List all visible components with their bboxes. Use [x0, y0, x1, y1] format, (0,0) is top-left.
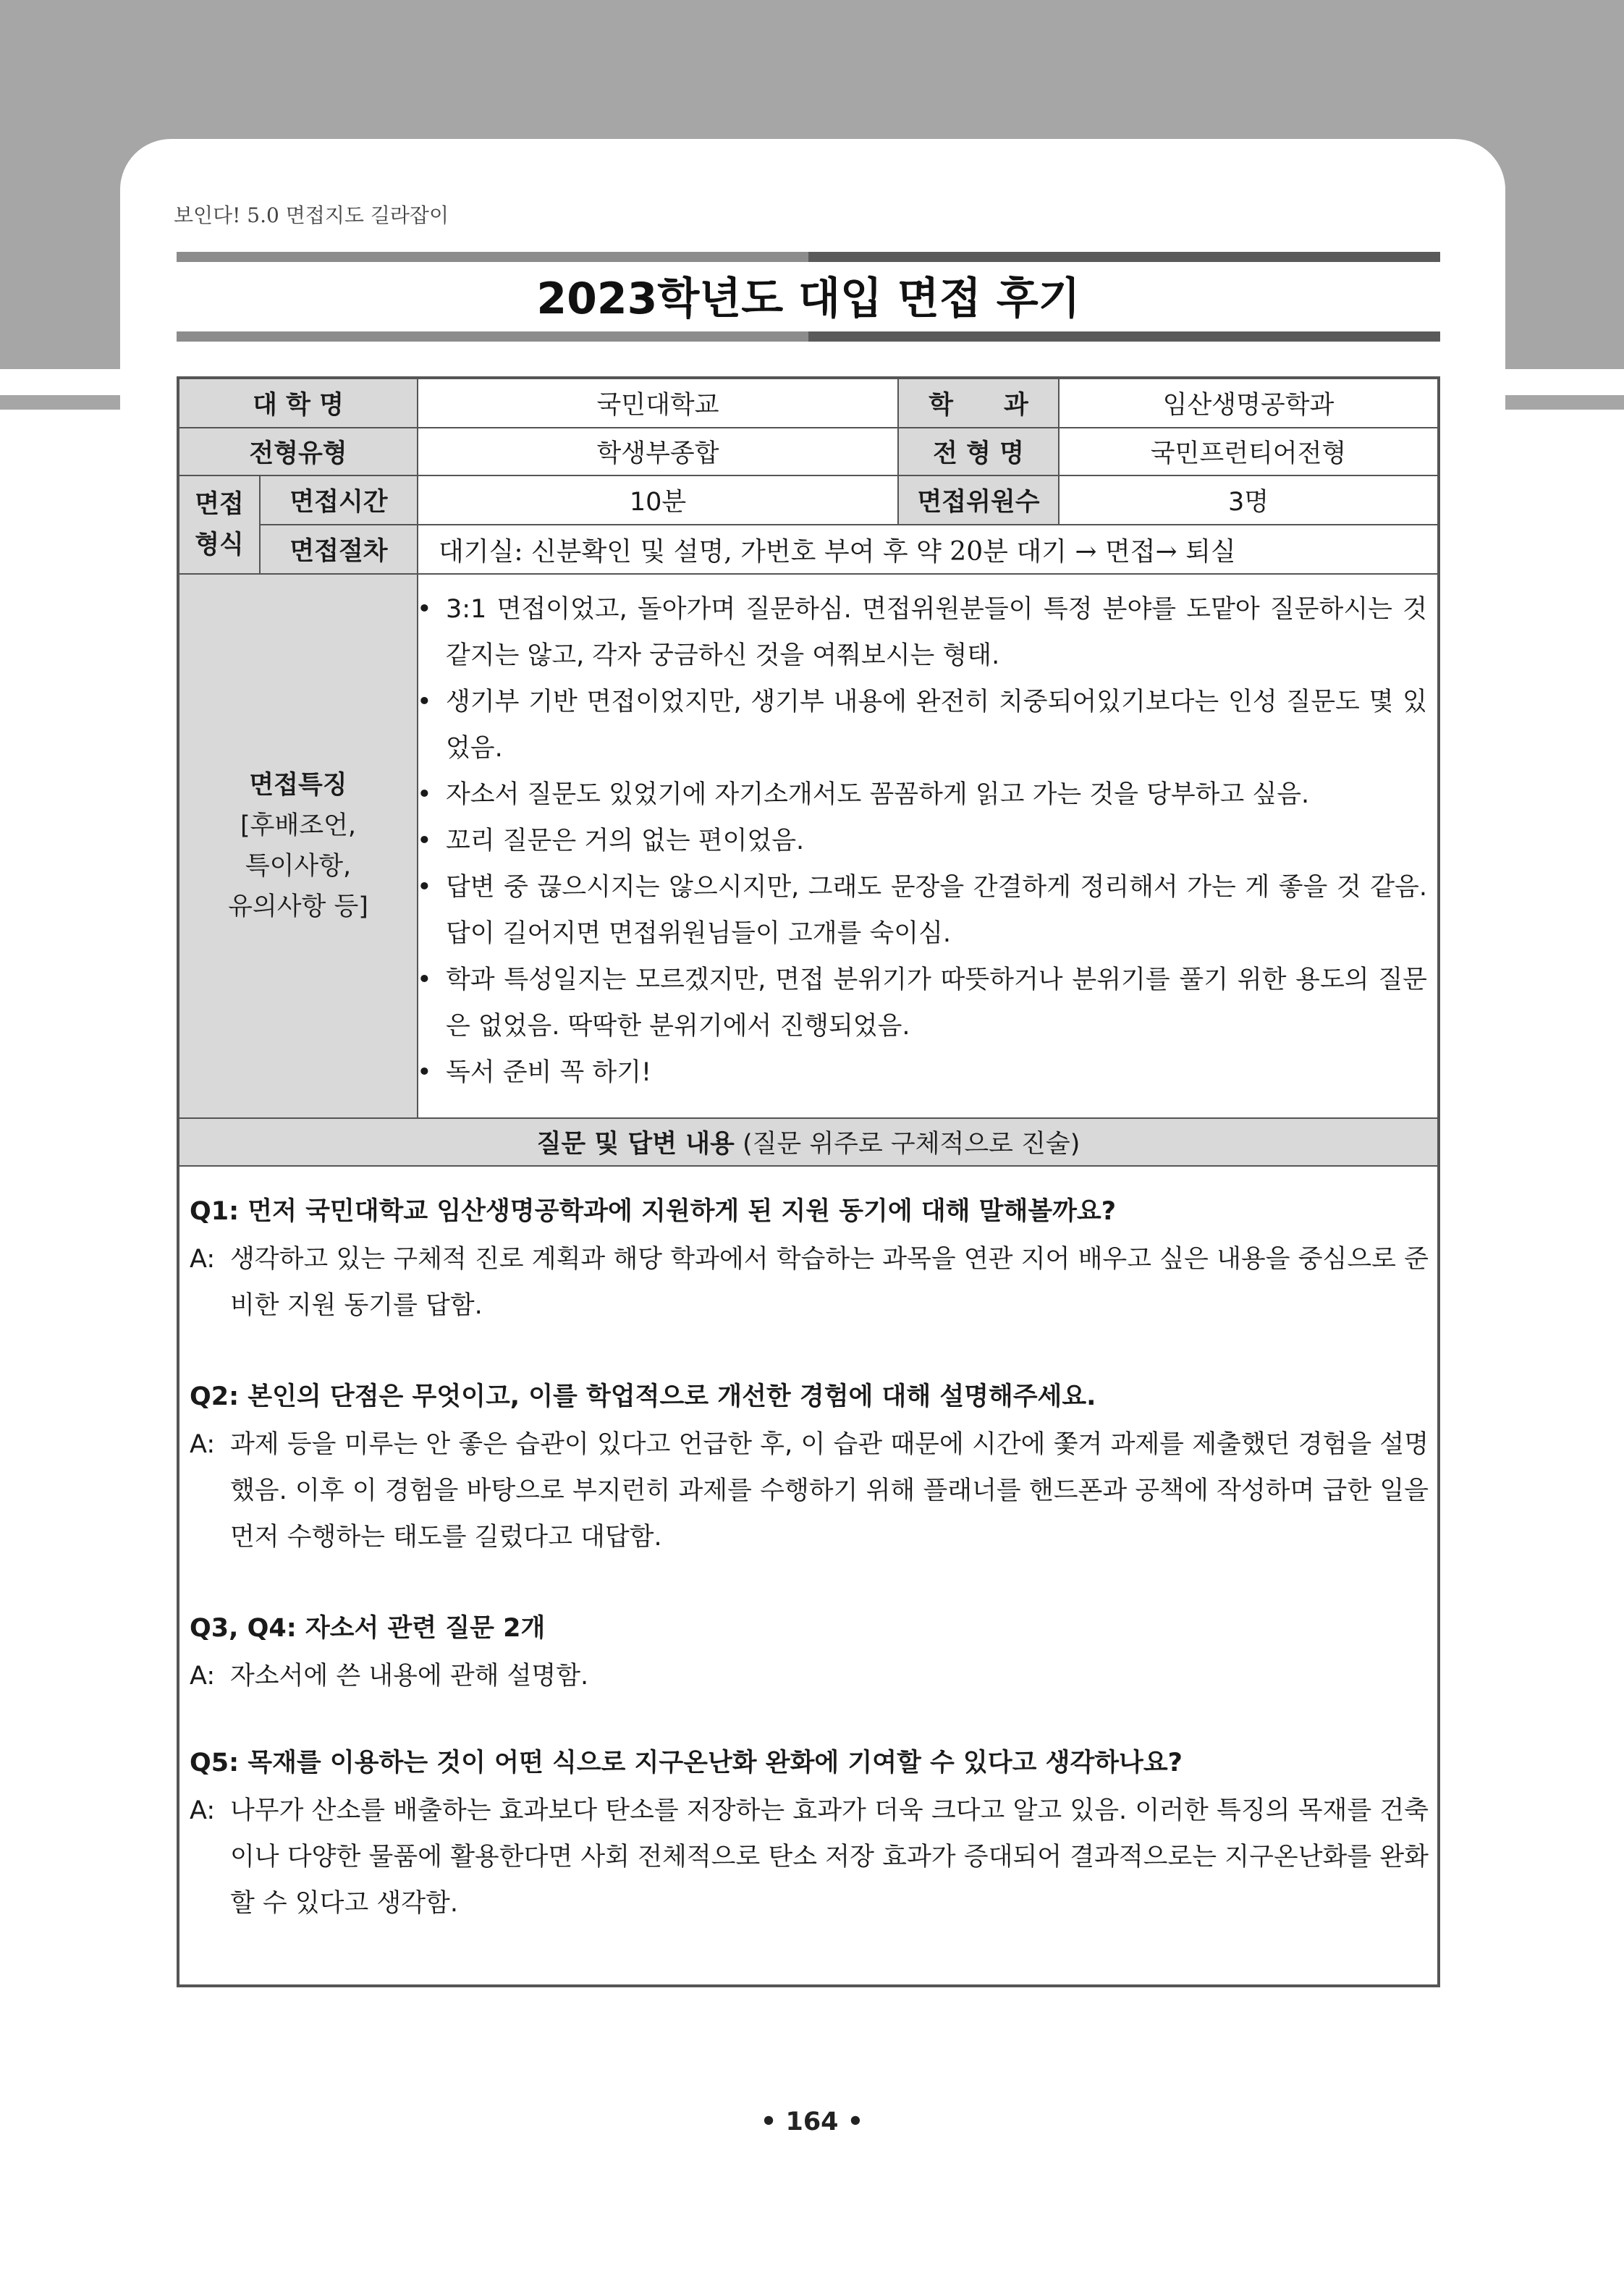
panel-count-label: 면접위원수 [899, 476, 1058, 524]
answer-body: 자소서에 쓴 내용에 관해 설명함. [230, 1662, 589, 1691]
admission-track-value: 국민프런티어전형 [1060, 428, 1437, 475]
answer-body: 과제 등을 미루는 안 좋은 습관이 있다고 언급한 후, 이 습관 때문에 시간에 쫓겨 과제를 제출했던 경험을 설명했음. 이후 이 경험을 바탕으로 부지런히 과제를 수행하기 위해 플래너를 핸드폰과 공책에 작성하며 급한 일을 먼저 수행하는 태도를 길렀다고 대답함. [230, 1430, 1429, 1552]
answer-text [190, 1236, 1429, 1329]
feature-item: • 꼬리 질문은 거의 없는 편이었음. [414, 818, 1427, 864]
features-label-line3: 특이사항, [245, 852, 352, 881]
features-label-title: 면접특징 [249, 771, 347, 800]
grid-line [179, 573, 1437, 575]
question-text: Q3, Q4: 자소서 관련 질문 2개 [190, 1614, 546, 1643]
grid-line [179, 1117, 1437, 1119]
answer-prefix: A: [190, 1245, 216, 1274]
interview-time-value: 10분 [418, 476, 897, 524]
interview-format-label [179, 476, 259, 573]
page-title: 2023학년도 대입 면접 후기 [536, 274, 1080, 324]
procedure-label: 면접절차 [261, 525, 417, 573]
title-rule-bottom [177, 331, 1440, 342]
department-value: 임산생명공학과 [1060, 379, 1437, 427]
panel-count-value: 3명 [1060, 476, 1437, 524]
university-value: 국민대학교 [418, 379, 897, 427]
grid-line [897, 379, 899, 524]
running-header: 보인다! 5.0 면접지도 길라잡이 [174, 203, 449, 227]
question-text: Q2: 본인의 단점은 무엇이고, 이를 학업적으로 개선한 경험에 대해 설명해주세요. [190, 1382, 1096, 1411]
answer-body: 생각하고 있는 구체적 진로 계획과 해당 학과에서 학습하는 과목을 연관 지어 배우고 싶은 내용을 중심으로 준비한 지원 동기를 답함. [230, 1245, 1429, 1320]
page-number: • 164 • [760, 2107, 864, 2136]
grid-line [1058, 379, 1060, 524]
grid-line [179, 1165, 1437, 1167]
answer-text [190, 1653, 1429, 1699]
left-side-stripe [0, 395, 120, 410]
feature-item: • 학과 특성일지는 모르겠지만, 면접 분위기가 따뜻하거나 분위기를 풀기 위한 용도의 질문은 없었음. 딱딱한 분위기에서 진행되었음. [414, 957, 1427, 1049]
feature-item: • 생기부 기반 면접이었지만, 생기부 내용에 완전히 치중되어있기보다는 인성 질문도 몇 있었음. [414, 679, 1427, 771]
features-list [414, 586, 1427, 1096]
qa-header-note: (질문 위주로 구체적으로 진술) [734, 1130, 1080, 1159]
interview-format-label-line2: 형식 [195, 530, 244, 559]
qa-section-header [179, 1119, 1437, 1165]
grid-line [179, 475, 1437, 476]
answer-prefix: A: [190, 1430, 216, 1459]
grid-line [259, 476, 261, 573]
procedure-value: 대기실: 신분확인 및 설명, 가번호 부여 후 약 20분 대기 → 면접→ 퇴실 [418, 525, 1437, 573]
qa-block-2 [190, 1375, 1429, 1560]
admission-type-label: 전형유형 [179, 428, 417, 475]
qa-block-3 [190, 1607, 1429, 1699]
feature-item: • 독서 준비 꼭 하기! [414, 1049, 1427, 1096]
qa-block-4 [190, 1741, 1429, 1927]
title-rule-top [177, 252, 1440, 262]
feature-item: • 자소서 질문도 있었기에 자기소개서도 꼼꼼하게 읽고 가는 것을 당부하고 싶음. [414, 771, 1427, 818]
answer-prefix: A: [190, 1662, 216, 1691]
question-text: Q1: 먼저 국민대학교 임산생명공학과에 지원하게 된 지원 동기에 대해 말해볼까요? [190, 1197, 1116, 1226]
answer-text [190, 1421, 1429, 1560]
grid-line [259, 524, 1437, 525]
qa-block-1 [190, 1190, 1429, 1329]
answer-prefix: A: [190, 1796, 216, 1825]
feature-item: • 답변 중 끊으시지는 않으시지만, 그래도 문장을 간결하게 정리해서 가는 게 좋을 것 같음. 답이 길어지면 면접위원님들이 고개를 숙이심. [414, 864, 1427, 957]
answer-body: 나무가 산소를 배출하는 효과보다 탄소를 저장하는 효과가 더욱 크다고 알고 있음. 이러한 특징의 목재를 건축이나 다양한 물품에 활용한다면 사회 전체적으로 탄소 저장 효과가 증대되어 결과적으로는 지구온난화를 완화할 수 있다고 생각함. [230, 1796, 1429, 1918]
university-label: 대 학 명 [179, 379, 417, 427]
feature-item: • 3:1 면접이었고, 돌아가며 질문하심. 면접위원분들이 특정 분야를 도맡아 질문하시는 것 같지는 않고, 각자 궁금하신 것을 여쭤보시는 형태. [414, 586, 1427, 679]
grid-line [417, 379, 418, 1117]
admission-type-value: 학생부종합 [418, 428, 897, 475]
interview-time-label: 면접시간 [261, 476, 417, 524]
interview-format-label-line1: 면접 [195, 490, 244, 519]
qa-header-bold: 질문 및 답변 내용 [536, 1130, 735, 1159]
department-label: 학 과 [899, 379, 1058, 427]
question-text: Q5: 목재를 이용하는 것이 어떤 식으로 지구온난화 완화에 기여할 수 있다고 생각하나요? [190, 1749, 1183, 1777]
right-side-stripe [1505, 395, 1624, 410]
admission-track-label: 전 형 명 [899, 428, 1058, 475]
grid-line [179, 427, 1437, 428]
features-label-line4: 유의사항 등] [228, 892, 368, 921]
features-label-line2: [후배조언, [240, 811, 357, 840]
answer-text [190, 1788, 1429, 1927]
features-label [179, 575, 417, 1117]
